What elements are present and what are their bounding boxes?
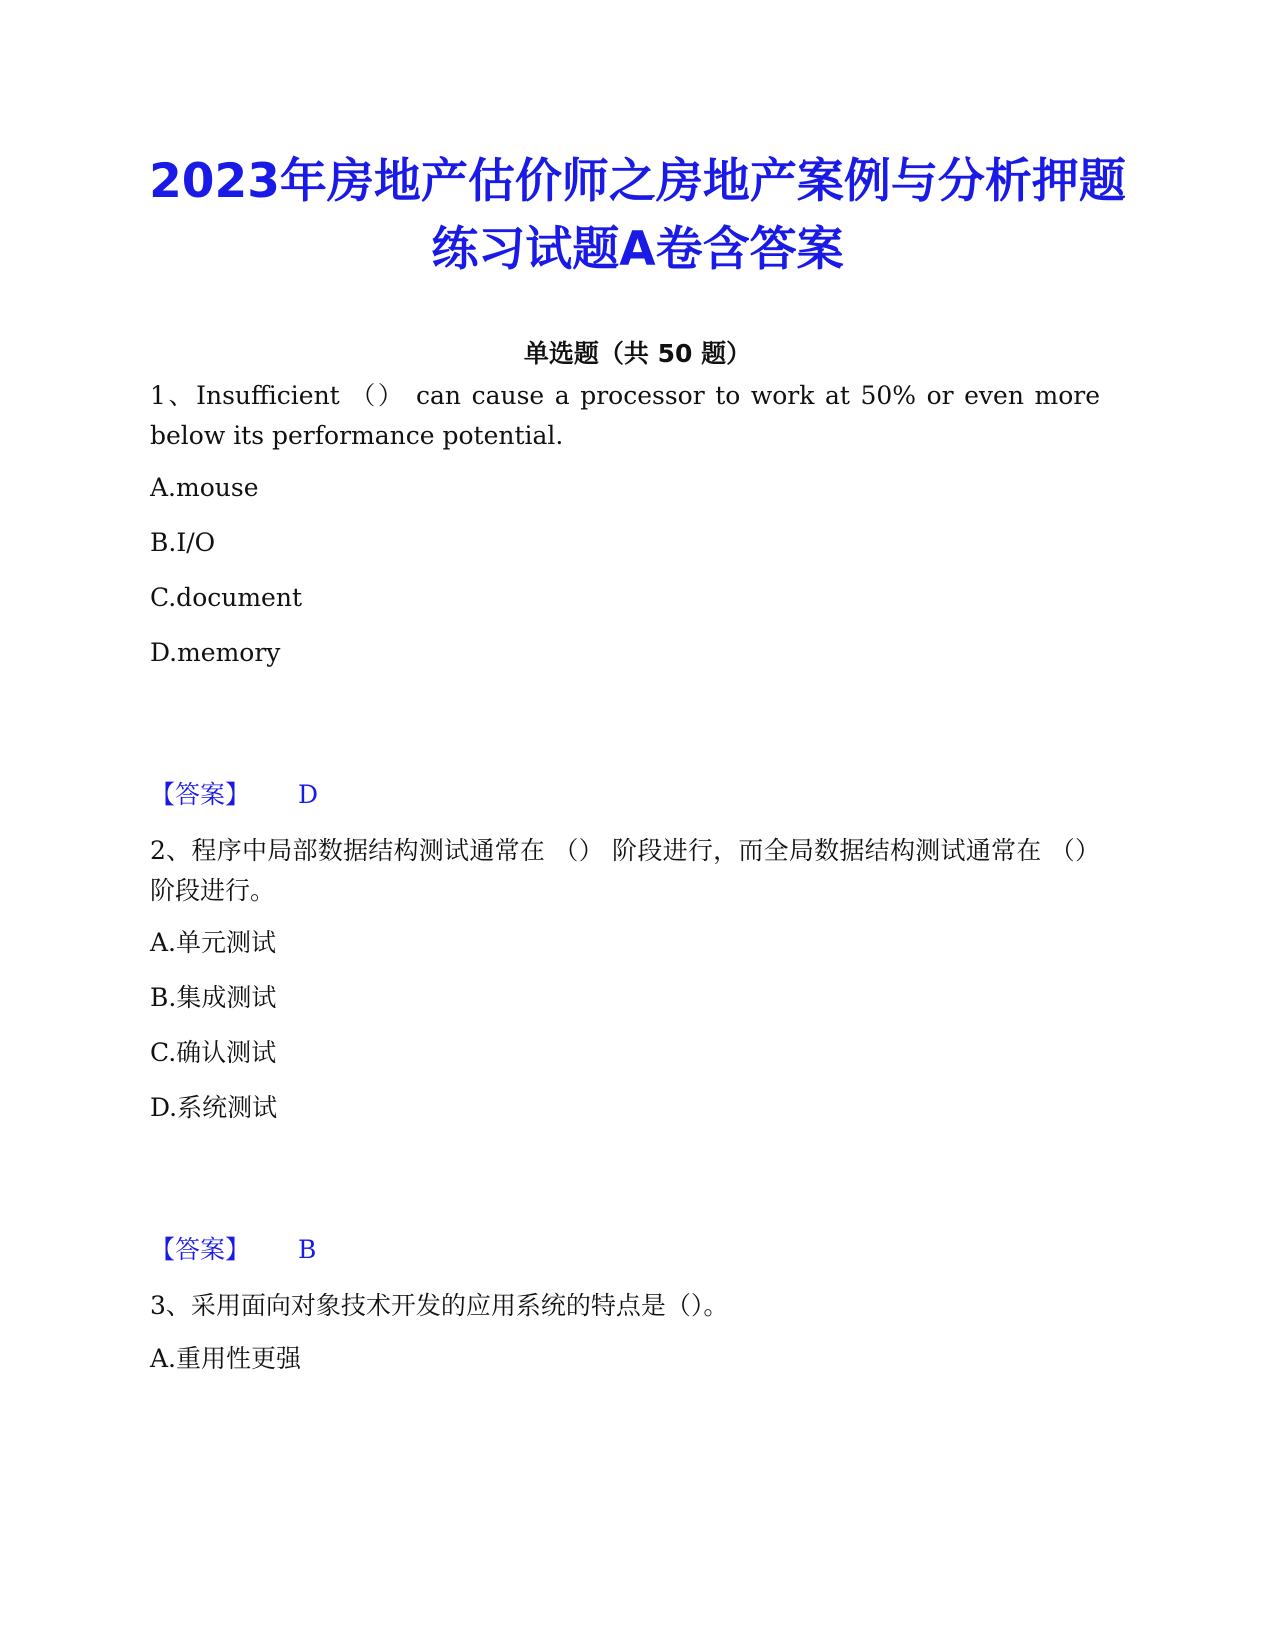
question-2-option-d: D.系统测试 — [150, 1093, 278, 1122]
question-1-option-a: A.mouse — [150, 473, 259, 502]
page-title: 2023年房地产估价师之房地产案例与分析押题练习试题A卷含答案 — [149, 154, 1126, 277]
question-1-stem: 1、Insufficient （） can cause a processor to work at 50% or even more below its performance potential. — [150, 381, 1100, 450]
question-1-option-d: D.memory — [150, 638, 281, 667]
question-3-option-a: A.重用性更强 — [150, 1344, 302, 1373]
question-2-option-a: A.单元测试 — [150, 928, 277, 957]
question-2-stem: 2、程序中局部数据结构测试通常在 （） 阶段进行，而全局数据结构测试通常在 （）阶段进行。 — [150, 836, 1100, 905]
section-heading: 单选题（共 50 题） — [523, 339, 752, 368]
answer-value: B — [298, 1235, 317, 1264]
question-2-answer — [150, 1233, 316, 1267]
answer-label: 【答案】 — [150, 1235, 251, 1264]
question-1-answer — [150, 778, 318, 812]
question-3-stem: 3、采用面向对象技术开发的应用系统的特点是（）。 — [150, 1291, 729, 1320]
question-2-option-b: B.集成测试 — [150, 983, 277, 1012]
question-1-option-b: B.I/O — [150, 528, 216, 557]
answer-value: D — [298, 780, 319, 809]
answer-label: 【答案】 — [150, 780, 251, 809]
question-2-option-c: C.确认测试 — [150, 1038, 277, 1067]
question-1-option-c: C.document — [150, 583, 302, 612]
